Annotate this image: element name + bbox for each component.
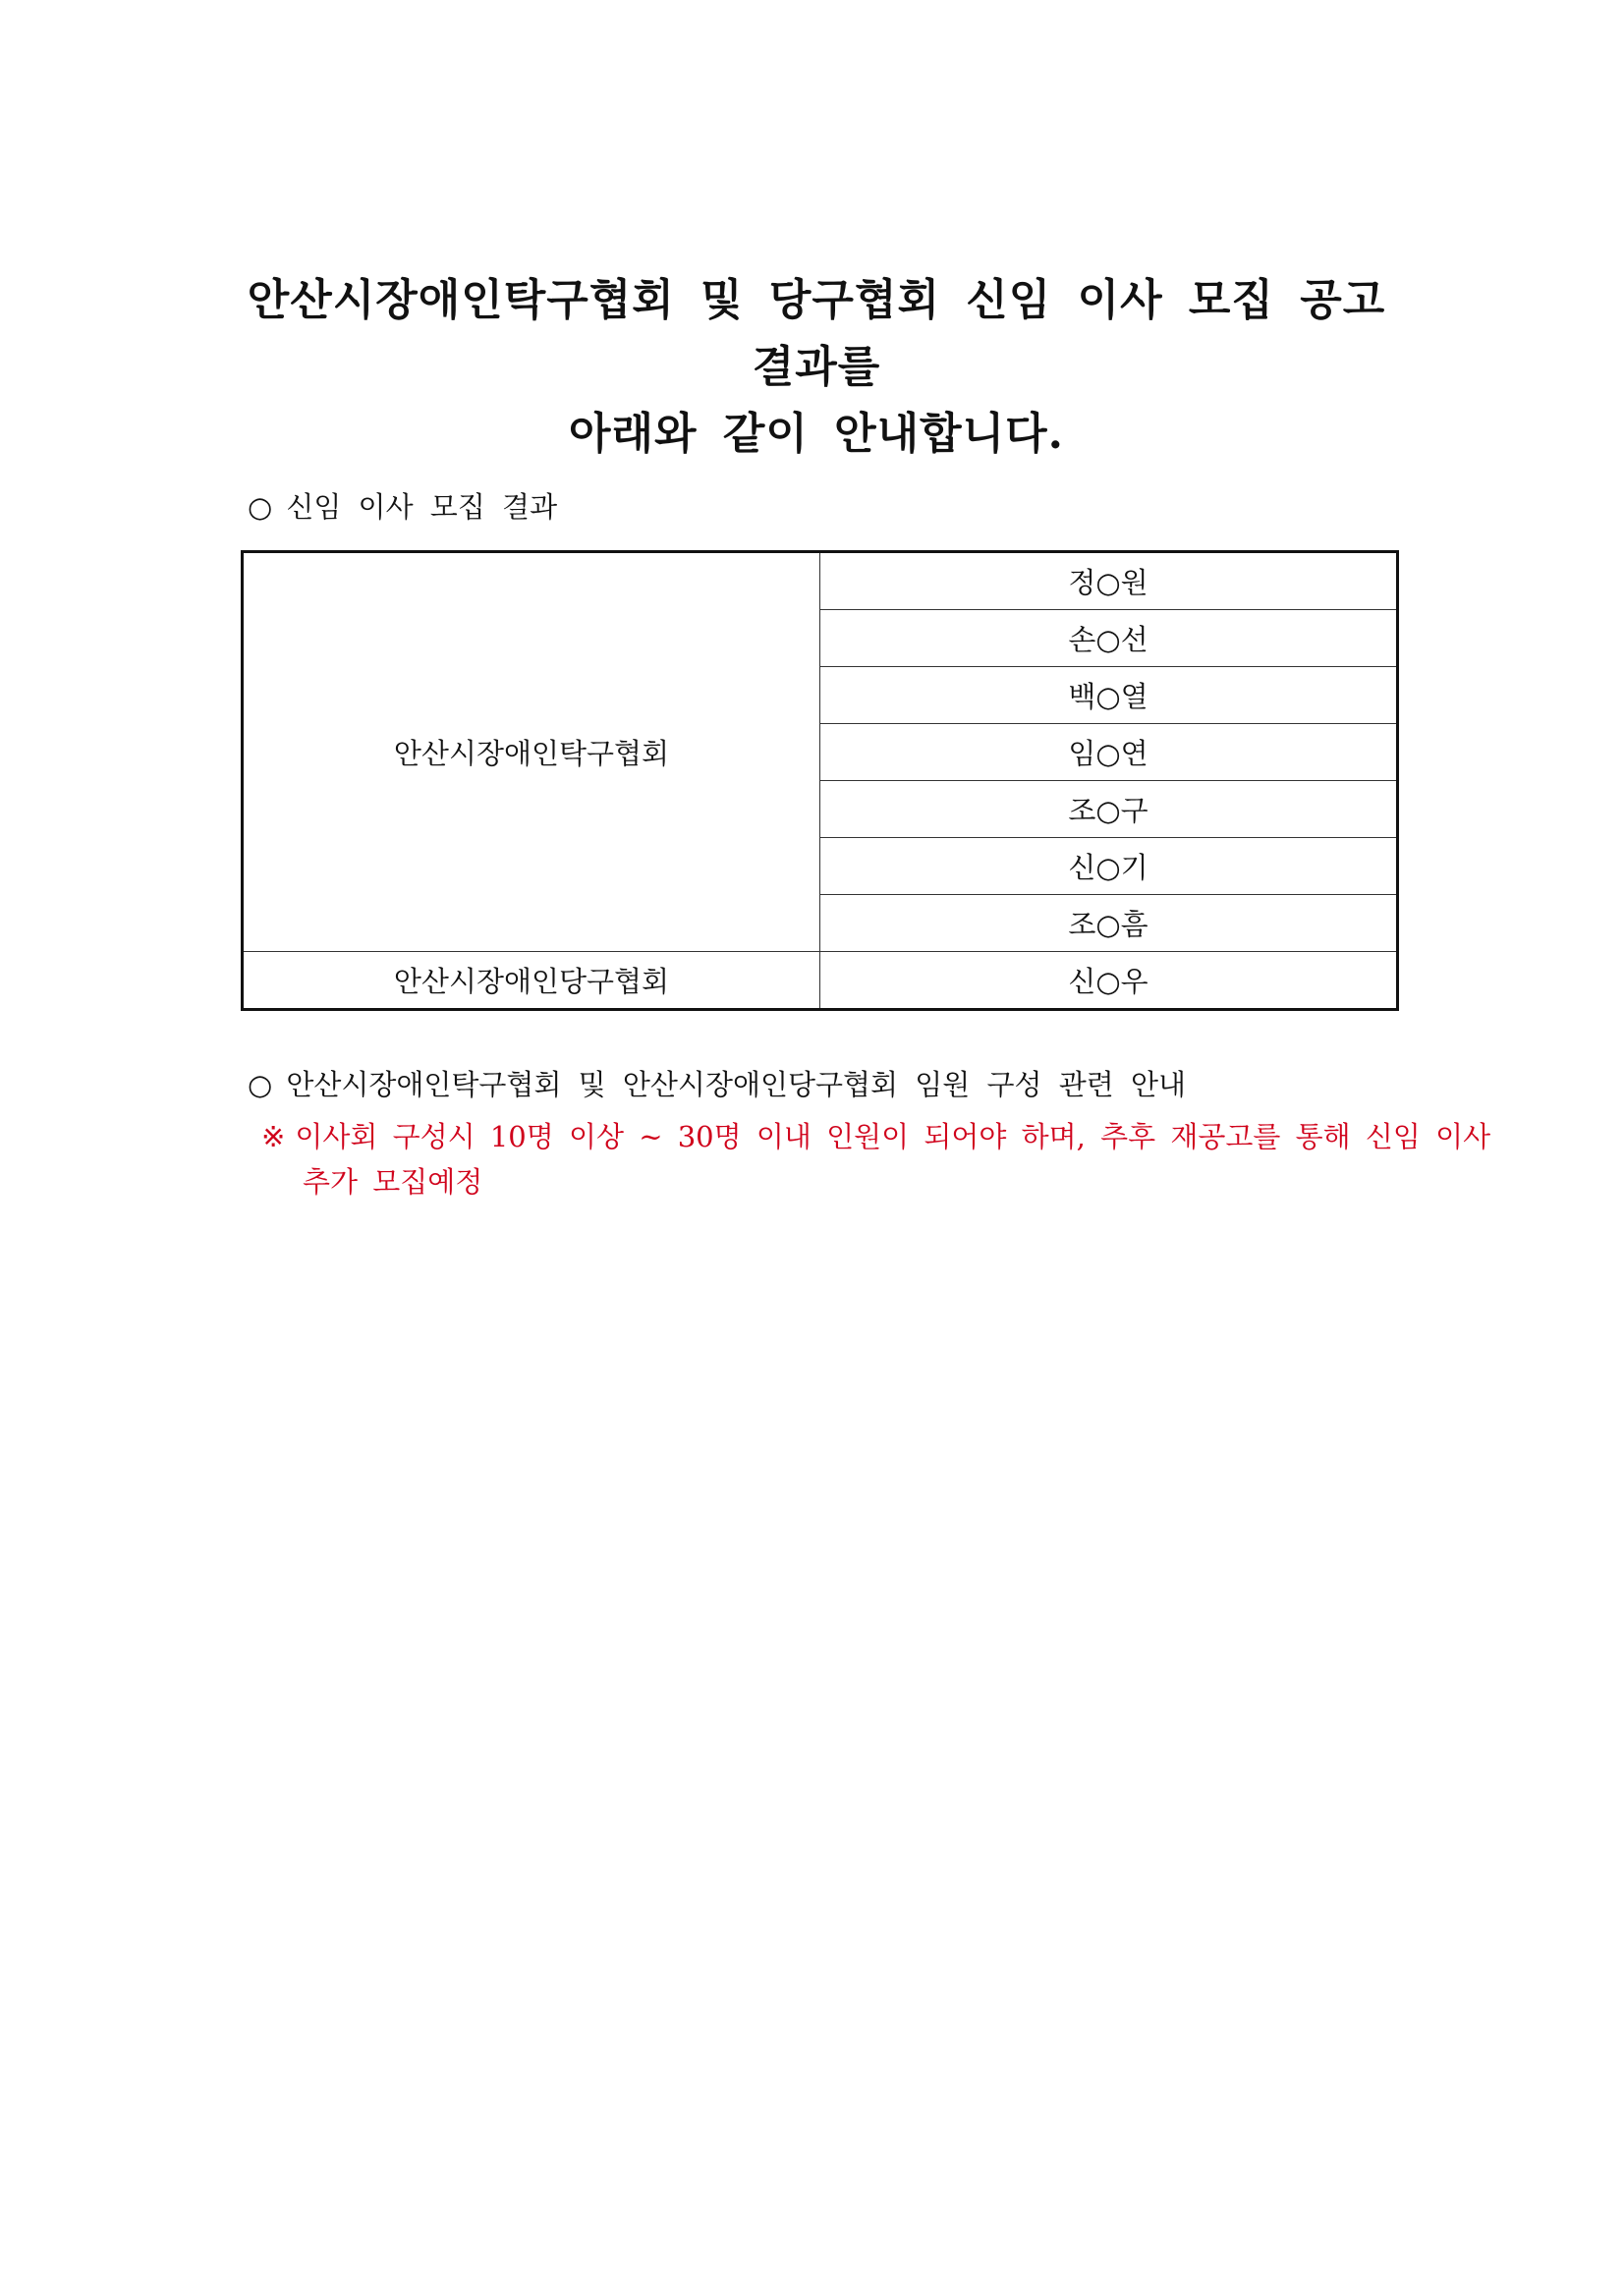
- note-line-2: 추가 모집예정: [303, 1165, 483, 1199]
- member-name-cell: 신○기: [820, 838, 1398, 895]
- member-name-cell: 손○선: [820, 610, 1398, 667]
- section-heading-text: 안산시장애인탁구협회 및 안산시장애인당구협회 임원 구성 관련 안내: [286, 1068, 1187, 1101]
- member-name-cell: 정○원: [820, 552, 1398, 610]
- member-name-cell: 임○연: [820, 724, 1398, 781]
- member-name-cell: 신○우: [820, 952, 1398, 1010]
- organization-cell-table-tennis: 안산시장애인탁구협회: [243, 552, 820, 952]
- document-title: [232, 267, 1401, 468]
- title-line-1: 안산시장애인탁구협회 및 당구협회 신임 이사 모집 공고 결과를: [247, 275, 1386, 392]
- organization-cell-billiards: 안산시장애인당구협회: [243, 952, 820, 1010]
- note-text-1: 이사회 구성시 10명 이상 ~ 30명 이내 인원이 되어야 하며, 추후 재공고를 통해 신임 이사: [295, 1120, 1491, 1153]
- member-name-cell: 조○구: [820, 781, 1398, 838]
- member-name-cell: 백○열: [820, 667, 1398, 724]
- note-line-1: [261, 1114, 1491, 1159]
- title-line-2: 아래와 같이 안내합니다.: [569, 409, 1064, 459]
- table-row: [243, 552, 1398, 610]
- reference-mark-icon: ※: [261, 1120, 286, 1153]
- section-executive-composition: [248, 1065, 1186, 1104]
- notice-note: [261, 1114, 1491, 1204]
- section-recruitment-results: [248, 487, 557, 527]
- member-name-cell: 조○흠: [820, 895, 1398, 952]
- section-heading-text: 신임 이사 모집 결과: [286, 490, 558, 524]
- circle-bullet-icon: ○: [248, 490, 273, 524]
- circle-bullet-icon: ○: [248, 1068, 273, 1101]
- table-row: [243, 952, 1398, 1010]
- results-table: [241, 550, 1399, 1011]
